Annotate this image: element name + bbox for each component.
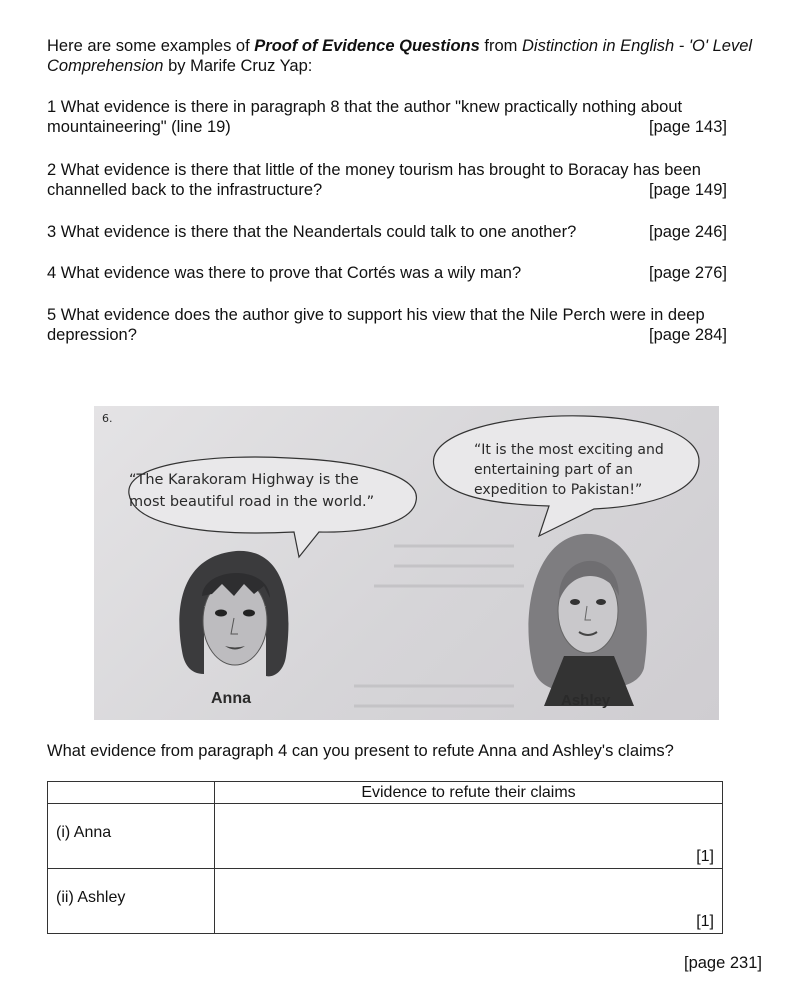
anna-quote: “The Karakoram Highway is the most beautiful road in the world.” [129,472,375,510]
question-text: 1 What evidence is there in paragraph 8 that the author "knew practically nothing about mountaineering" (line 19) [47,98,683,136]
ashley-portrait [528,534,646,706]
row-label: (ii) Ashley [48,869,215,934]
intro-by: by Marife Cruz Yap: [163,57,313,75]
row-label: (i) Anna [48,804,215,869]
ashley-quote: “It is the most exciting and entertaining part of an expedition to Pakistan!” [474,442,664,498]
intro-paragraph [47,36,757,76]
question-3 [47,222,727,242]
table-header-row [48,782,723,804]
question-text: 4 What evidence was there to prove that Cortés was a wily man? [47,264,522,282]
page-reference: [page 246] [649,223,727,241]
ashley-name-label: Ashley [561,692,611,709]
intro-book: Distinction in English - 'O' Level Comprehension [47,37,753,75]
question-1 [47,97,727,137]
page-footer-reference: [page 231] [684,954,762,972]
question-4 [47,263,727,283]
anna-portrait [179,551,288,676]
answer-cell[interactable] [215,804,723,869]
page-reference: [page 276] [649,264,727,282]
question-5 [47,305,727,345]
mark-label: [1] [696,913,714,930]
table-header: Evidence to refute their claims [215,782,723,804]
page-reference: [page 284] [649,326,727,344]
intro-title: Proof of Evidence Questions [254,37,480,55]
item-number: 6. [102,412,113,425]
anna-name-label: Anna [211,690,251,707]
refute-prompt: What evidence from paragraph 4 can you present to refute Anna and Ashley's claims? [47,742,674,760]
intro-from: from [479,37,522,55]
page-reference: [page 143] [649,118,727,136]
mark-label: [1] [696,848,714,865]
answer-cell[interactable] [215,869,723,934]
question-text: 5 What evidence does the author give to support his view that the Nile Perch were in deep depression? [47,306,705,344]
table-row [48,804,723,869]
evidence-table [47,781,723,934]
table-corner-cell [48,782,215,804]
question-text: 2 What evidence is there that little of the money tourism has brought to Boracay has been channelled back to the infrastructure? [47,161,701,199]
question-2 [47,160,727,200]
intro-prefix: Here are some examples of [47,37,255,55]
page-reference: [page 149] [649,181,727,199]
table-row [48,869,723,934]
question-text: 3 What evidence is there that the Neandertals could talk to one another? [47,223,577,241]
illustration-photo [94,406,719,720]
